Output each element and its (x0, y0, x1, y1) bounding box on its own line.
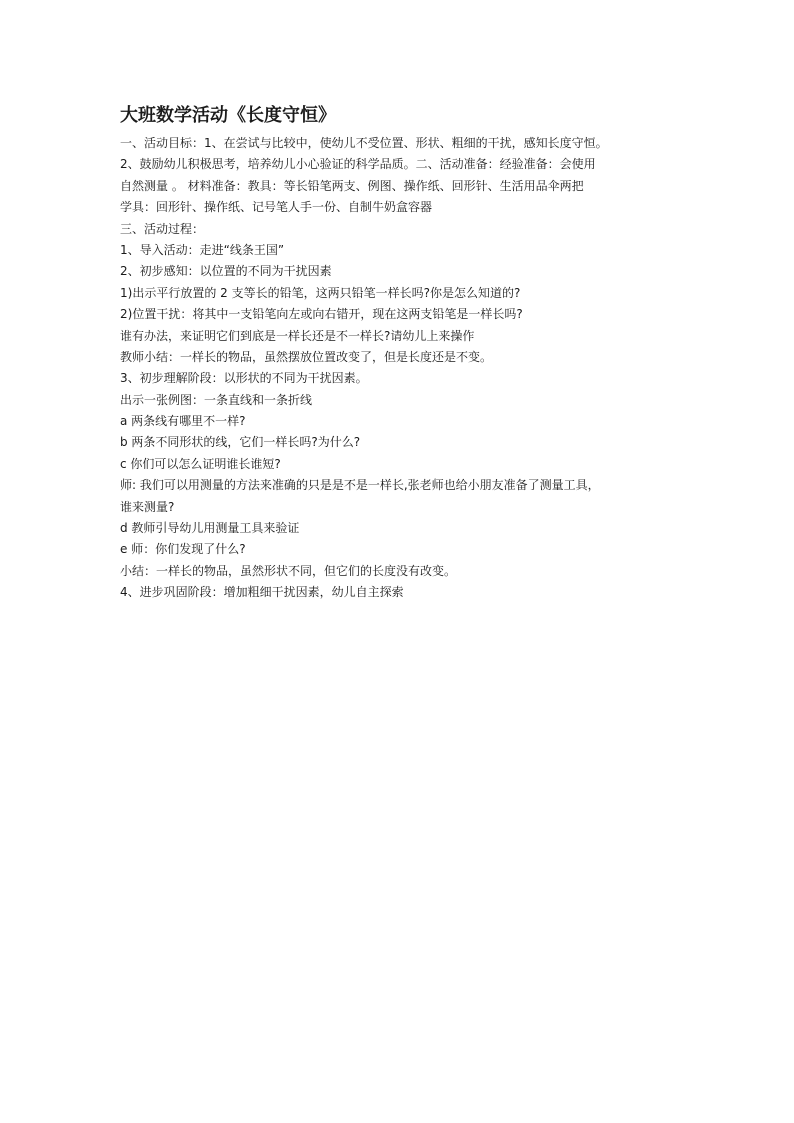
body-line: 谁有办法，来证明它们到底是一样长还是不一样长?请幼儿上来操作 (120, 328, 475, 343)
body-line: 2、初步感知：以位置的不同为干扰因素 (120, 264, 332, 279)
body-line: 1)出示平行放置的 2 支等长的铅笔，这两只铅笔一样长吗?你是怎么知道的? (120, 285, 521, 300)
body-line: d 教师引导幼儿用测量工具来验证 (120, 521, 300, 536)
body-line: 3、初步理解阶段：以形状的不同为干扰因素。 (120, 371, 368, 386)
body-line: 2)位置干扰：将其中一支铅笔向左或向右错开，现在这两支铅笔是一样长吗? (120, 307, 523, 322)
document-page (120, 103, 690, 604)
body-line: e 师：你们发现了什么? (120, 542, 246, 557)
section-heading: 三、活动过程： (120, 221, 205, 236)
body-line: 谁来测量? (120, 499, 175, 514)
body-line: 4、进步巩固阶段：增加粗细干扰因素，幼儿自主探索 (120, 585, 404, 600)
body-line: b 两条不同形状的线，它们一样长吗?为什么? (120, 435, 361, 450)
body-line: 1、导入活动：走进“线条王国” (120, 242, 285, 257)
body-line: a 两条线有哪里不一样? (120, 414, 246, 429)
body-line: 自然测量 。 材料准备：教具：等长铅笔两支、例图、操作纸、回形针、生活用品伞两把 (120, 178, 584, 193)
body-line: 出示一张例图：一条直线和一条折线 (120, 392, 313, 407)
body-line: 学具：回形针、操作纸、记号笔人手一份、自制牛奶盒容器 (120, 200, 433, 215)
document-title: 大班数学活动《长度守恒》 (120, 105, 336, 126)
body-line: 2、鼓励幼儿积极思考，培养幼儿小心验证的科学品质。二、活动准备：经验准备：会使用 (120, 157, 596, 172)
body-line: 教师小结：一样长的物品，虽然摆放位置改变了，但是长度还是不变。 (120, 349, 493, 364)
body-line: 一、活动目标：1、在尝试与比较中，使幼儿不受位置、形状、粗细的干扰，感知长度守恒。 (120, 136, 608, 150)
body-line: 师: 我们可以用测量的方法来准确的只是是不是一样长,张老师也给小朋友准备了测量工具， (120, 478, 600, 493)
document-body (120, 133, 690, 604)
body-line: 小结：一样长的物品，虽然形状不同，但它们的长度没有改变。 (120, 563, 457, 578)
body-line: c 你们可以怎么证明谁长谁短? (120, 456, 281, 471)
